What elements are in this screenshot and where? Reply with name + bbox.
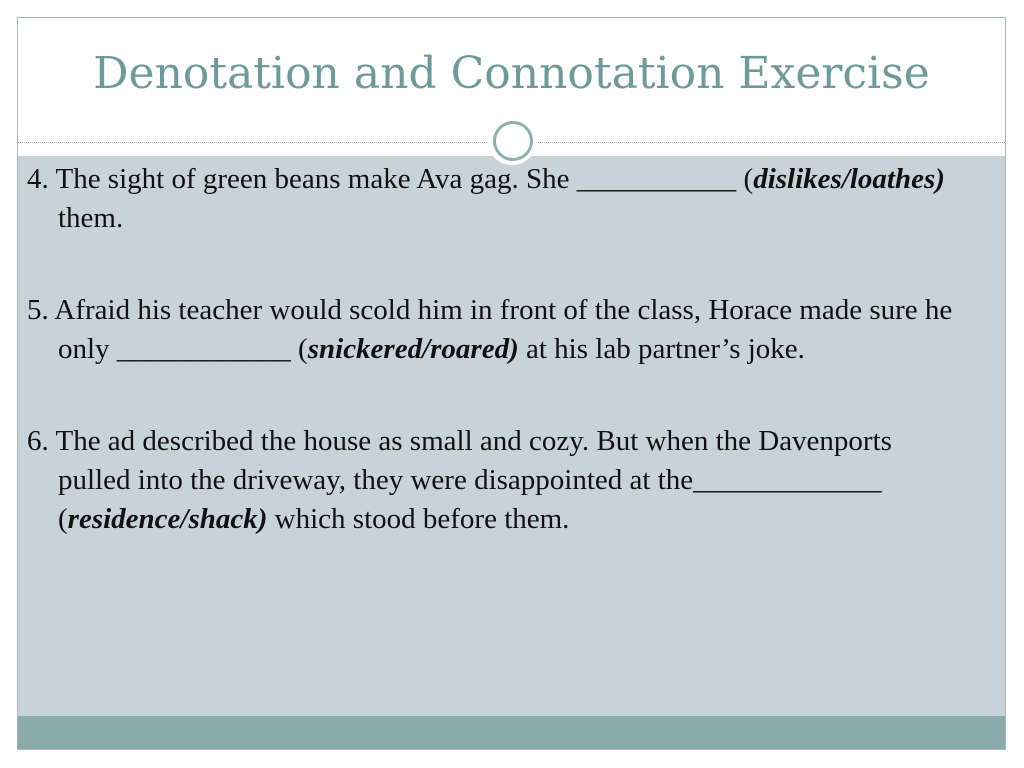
exercise-item-ending: at his lab partner’s joke. <box>518 333 805 365</box>
word-choice: snickered/roared) <box>307 333 519 365</box>
exercise-item-text: 5. Afraid his teacher would scold him in front of the class, Horace made sure he only ____________ ( <box>27 294 953 365</box>
exercise-item-5 <box>27 291 957 369</box>
slide-title: Denotation and Connotation Exercise <box>93 48 930 99</box>
word-choice: dislikes/loathes) <box>753 163 945 195</box>
exercise-item-6 <box>27 422 957 539</box>
exercise-item-4 <box>27 160 957 238</box>
exercise-item-ending: which stood before them. <box>267 503 570 535</box>
exercise-item-text: 4. The sight of green beans make Ava gag. She ___________ ( <box>27 163 754 195</box>
exercise-item-ending: them. <box>58 202 124 234</box>
exercise-item-text: 6. The ad described the house as small and cozy. But when the Davenports pulled into the driveway, they were disappointed at the_____________ ( <box>27 425 892 535</box>
circle-ornament-icon <box>487 115 537 165</box>
ring-icon <box>493 121 533 161</box>
footer-band <box>18 716 1005 750</box>
word-choice: residence/shack) <box>67 503 268 535</box>
exercise-list <box>27 160 957 592</box>
